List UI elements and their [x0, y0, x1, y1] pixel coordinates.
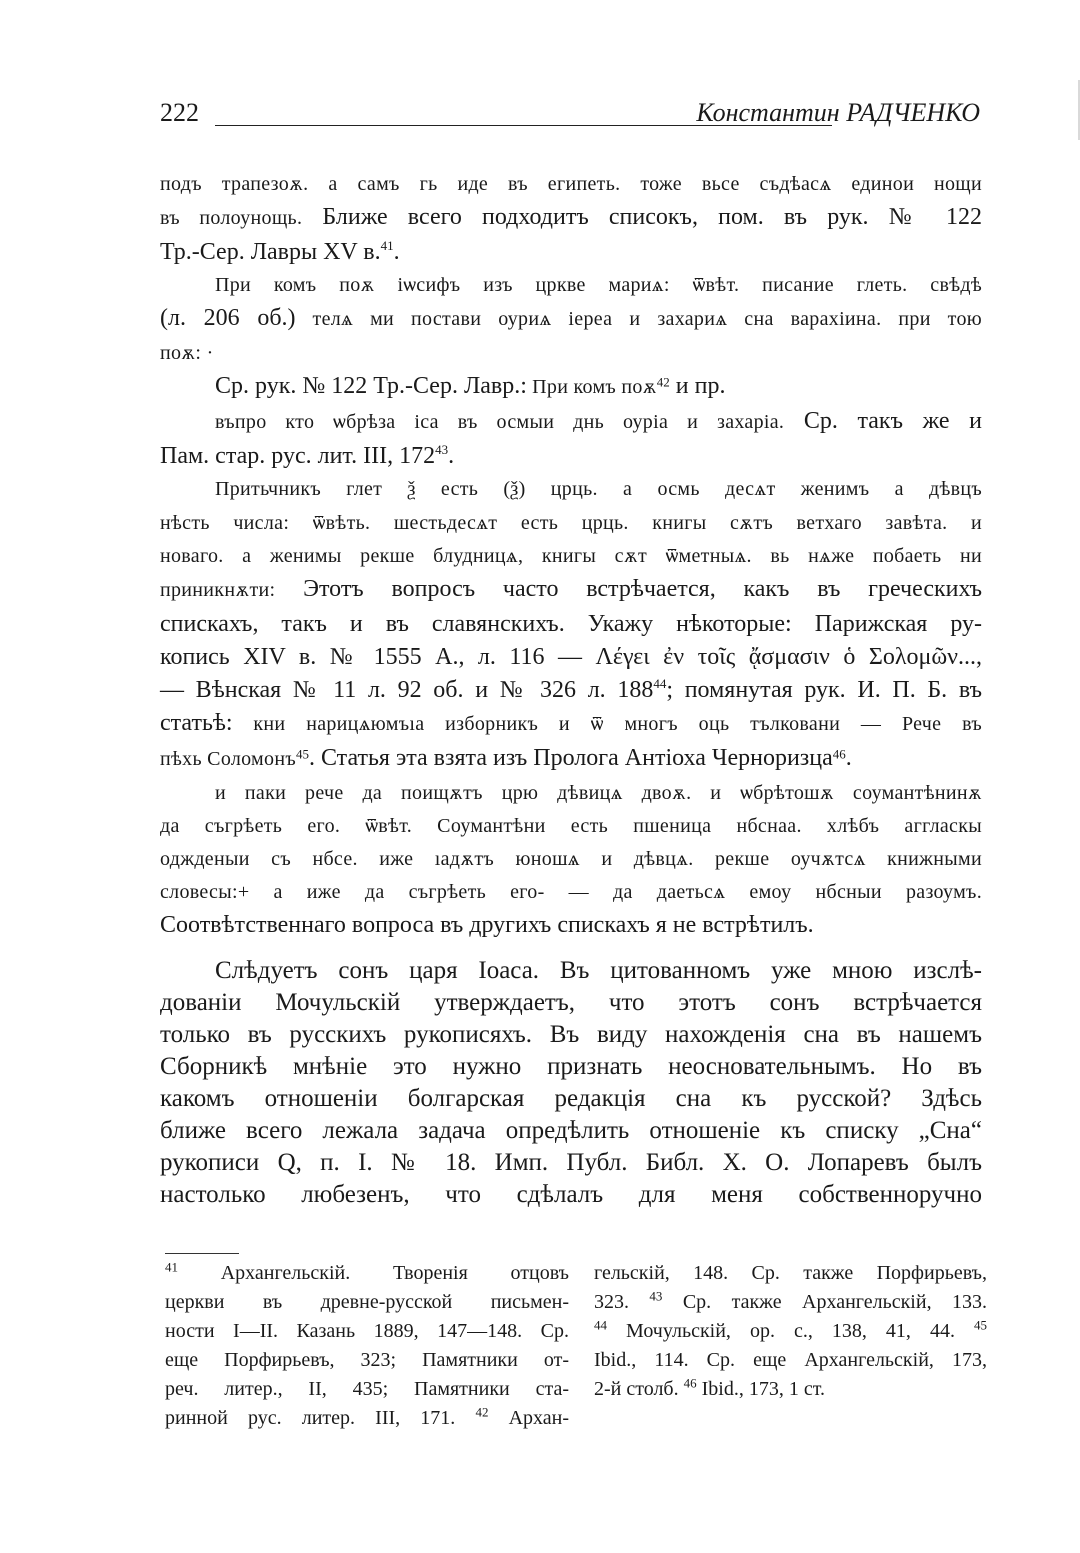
- text-line: [160, 302, 982, 337]
- text-segment: статьѣ:: [160, 710, 233, 736]
- footnotes-column-left: [165, 1259, 569, 1433]
- text-segment: ринной рус. литер. III, 171.: [165, 1407, 476, 1429]
- text-segment: .: [845, 745, 852, 771]
- church-slavonic-text: Притьчникъ глет: [215, 478, 383, 500]
- text-line: только въ русскихъ рукописяхъ. Въ виду нахожденія сна въ нашемъ: [160, 1021, 982, 1048]
- text-line: да съгрѣеть его. ѿвѣт. Соумантѣни есть пшеница нбснаа. хлѣбъ аггласкы: [160, 815, 982, 837]
- main-text: [160, 168, 982, 942]
- text-segment: . Статья эта взята изъ Пролога Антіоха Черноризца: [308, 745, 833, 771]
- footnote-line: [594, 1317, 987, 1346]
- footnote-line: [594, 1375, 987, 1404]
- footnote-number: 43: [649, 1288, 663, 1304]
- page-number: 222: [160, 98, 199, 127]
- text-segment: Ibid., 173, 1 ст.: [696, 1378, 825, 1400]
- church-slavonic-text: въ полоунощь.: [160, 207, 303, 229]
- footnote-line: церкви въ древне-русской письмен-: [165, 1291, 569, 1313]
- text-line: [160, 370, 982, 405]
- footnote-number: 46: [683, 1375, 697, 1391]
- text-line: При комъ поѫ іѡсифъ изъ цркве мариѧ: ѿвѣт. писание глеть. свѣдѣ: [215, 274, 982, 296]
- text-segment: Пам. стар. рус. лит. III, 172: [160, 443, 436, 469]
- text-segment: Этотъ вопросъ часто встрѣчается, какъ въ греческихъ: [275, 576, 982, 602]
- footnote-line: [165, 1259, 569, 1288]
- text-line: и паки рече да поищѫтъ црю дѣвицѧ двоѫ. и ѡбрѣтошѫ соумантѣнинѫ: [215, 782, 982, 804]
- paragraph-ioas-dream: [160, 955, 982, 1211]
- text-segment: Ср. рук. № 122 Тр.-Сер. Лавр.:: [215, 373, 527, 399]
- text-line: настолько любезенъ, что сдѣлалъ для меня собственноручно: [160, 1181, 982, 1208]
- text-segment: (л. 206 об.): [160, 305, 296, 331]
- footnotes-column-right: [594, 1259, 987, 1404]
- footnote-ref: 46: [832, 746, 846, 762]
- text-line: новаго. а женимы рекше блудницѧ, книгы сѫт ѿметныѧ. вь нѧже побаеть ни: [160, 545, 982, 567]
- footnote-line: Ibid., 114. Ср. еще Архангельскій, 173,: [594, 1349, 987, 1371]
- text-line: копись XIV в. № 1555 А., л. 116 — Λέγει ἐν τοῖς ᾄσμασιν ὁ Σολομῶν...,: [160, 644, 982, 670]
- text-segment: — Вѣнская № 11 л. 92 об. и № 326 л. 188: [160, 677, 654, 703]
- text-line: поѫ: ·: [160, 342, 214, 364]
- text-segment: Архангельскій. Творенія отцовъ: [178, 1262, 569, 1284]
- text-line: оджденыи съ нбсе. иже ıадѫтъ юношѧ и дѣвцѧ. рекше оучѫтсѧ книжными: [160, 848, 982, 870]
- text-line: Соотвѣтственнаго вопроса въ другихъ спискахъ я не встрѣтилъ.: [160, 912, 814, 938]
- footnote-ref: 43: [435, 442, 449, 457]
- text-line: словесы:+ а иже да съгрѣеть его- — да даетьсѧ емоу нбсныи разоумъ.: [160, 881, 982, 903]
- church-slavonic-text: въпро кто ѡбрѣза іса въ осмыи днь оуріа и захаріа.: [215, 411, 785, 433]
- text-segment: Ближе всего подходитъ списокъ, пом. въ рук. № 122: [302, 204, 982, 230]
- text-line: Тр.-Сер. Лавры XV в.$^{41}$.: [160, 238, 400, 265]
- text-line: [160, 674, 982, 707]
- footnote-ref: 42: [656, 374, 670, 390]
- church-slavonic-text: При комъ поѫ: [526, 376, 657, 398]
- text-line: подъ трапезоѫ. а самъ гь иде въ египеть. тоже вьсе съдѣасѧ единои нощи: [160, 173, 982, 195]
- text-line: [160, 405, 982, 440]
- text-line: Сборникѣ мнѣніе это нужно признать неосновательнымъ. Но въ: [160, 1053, 982, 1080]
- church-slavonic-text: ѯ есть (ѯ) црць. а осмь десѧт женимъ а дѣвцъ: [382, 478, 983, 500]
- text-line: [160, 473, 982, 507]
- text-line: ближе всего лежала задача опредѣлить отношеніе къ списку „Сна“: [160, 1117, 982, 1144]
- text-segment: Тр.-Сер. Лавры XV в.: [160, 239, 381, 265]
- footnote-line: гельскій, 148. Ср. также Порфирьевъ,: [594, 1262, 987, 1284]
- text-line: нѣсть числа: ѿвѣть. шестьдесѧт есть црць. книгы сѫтъ ветхаго завѣта. и: [160, 512, 982, 534]
- text-segment: Архан-: [488, 1407, 570, 1429]
- text-line: [160, 573, 982, 608]
- church-slavonic-text: приникнѫти:: [160, 579, 276, 601]
- footnote-line: [594, 1288, 987, 1317]
- footnote-number: 42: [475, 1404, 489, 1420]
- text-line: рукописи Q, п. I. № 18. Имп. Публ. Библ. Х. О. Лопаревъ былъ: [160, 1149, 982, 1176]
- text-line: какомъ отношеніи болгарская редакція сна къ русской? Здѣсь: [160, 1085, 982, 1112]
- footnote-line: [165, 1404, 569, 1433]
- text-line: [160, 742, 982, 777]
- running-title: Константин РАДЧЕНКО: [696, 98, 980, 127]
- footnote-number: 41: [165, 1259, 178, 1275]
- footnote-ref: 44: [653, 676, 667, 691]
- text-segment: 2-й столб.: [594, 1378, 684, 1400]
- text-line: Пам. стар. рус. лит. III, $172^{43}$.: [160, 442, 455, 469]
- text-segment: ; помянутая рук. И. П. Б. въ: [666, 677, 983, 703]
- church-slavonic-text: телѧ ми постави оуриѧ іереа и захариѧ сна варахіина. при тою: [295, 308, 983, 330]
- church-slavonic-text: пѣхь Соломонъ: [160, 748, 296, 770]
- text-line: Слѣдуетъ сонъ царя Іоаса. Въ цитованномъ уже мною изслѣ-: [215, 957, 982, 984]
- text-segment: 323.: [594, 1291, 650, 1313]
- text-line: [160, 707, 982, 742]
- footnote-ref: 45: [295, 746, 309, 762]
- text-line: спискахъ, такъ и въ славянскихъ. Укажу нѣкоторые: Парижская ру-: [160, 611, 982, 637]
- text-segment: и пр.: [669, 373, 726, 399]
- footnote-number: 44: [594, 1317, 607, 1333]
- text-line: [160, 201, 982, 236]
- footnote-line: реч. литер., II, 435; Памятники ста-: [165, 1378, 569, 1400]
- footnote-line: ности I—II. Казань 1889, 147—148. Ср.: [165, 1320, 569, 1342]
- church-slavonic-text: кни нарицѧюмъıа изборникъ и ѿ многъ оць тълковани — Рече въ: [232, 713, 982, 735]
- text-segment: Мочульскій, ор. с., 138, 41, 44.: [607, 1320, 974, 1342]
- text-segment: Ср. также Архангельскій, 133.: [662, 1291, 987, 1313]
- footnote-number: 45: [974, 1317, 987, 1333]
- text-segment: Ср. такъ же и: [784, 408, 982, 434]
- footnote-ref: 41: [380, 238, 394, 253]
- page-header: [160, 98, 980, 138]
- footnote-rule: [165, 1253, 239, 1254]
- footnote-line: еще Порфирьевъ, 323; Памятники от-: [165, 1349, 569, 1371]
- text-line: дованіи Мочульскій утверждаетъ, что этотъ сонъ встрѣчается: [160, 989, 982, 1016]
